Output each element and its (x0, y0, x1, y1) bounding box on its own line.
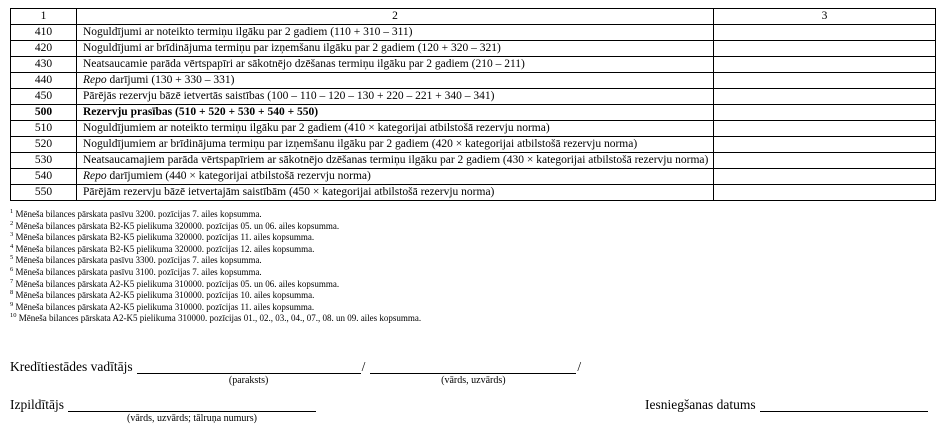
footnote-text: Mēneša bilances pārskata B2-K5 pielikuma 320000. pozīcijas 05. un 06. ailes kopsumma. (15, 220, 340, 231)
footnote-7 (10, 279, 421, 291)
value-cell[interactable] (714, 89, 936, 105)
footnote-1 (10, 209, 421, 221)
manager-name-field (370, 358, 576, 387)
row-description-text: Neatsaucamajiem parāda vērtspapīriem ar sākotnējo dzēšanas termiņu ilgāku par 2 gadiem (430 × kategorijai atbilstošā rezervju norma) (83, 154, 709, 166)
table-row (11, 41, 936, 57)
row-description (77, 153, 714, 169)
separator-slash: / (577, 359, 582, 374)
footnote-4 (10, 244, 421, 256)
row-description (77, 169, 714, 185)
row-description-text: Noguldījumi ar brīdinājuma termiņu par izņemšanu ilgāku par 2 gadiem (120 + 320 – 321) (83, 42, 501, 54)
row-code: 450 (11, 89, 77, 105)
name-hint: (vārds, uzvārds) (441, 375, 506, 386)
footnote-text: Mēneša bilances pārskata pasīvu 3200. pozīcijas 7. ailes kopsumma. (15, 209, 262, 219)
row-description (77, 185, 714, 201)
date-label: Iesniegšanas datums (645, 397, 756, 412)
footnote-6 (10, 267, 421, 279)
row-code: 550 (11, 185, 77, 201)
row-description-text: Pārējās rezervju bāzē ietvertās saistības (100 – 110 – 120 – 130 + 220 – 221 + 340 – 341) (83, 90, 495, 102)
value-cell[interactable] (714, 57, 936, 73)
row-description-italic: Repo (83, 74, 107, 86)
row-description-italic: Repo (83, 170, 107, 182)
row-description-text: Noguldījumi ar noteikto termiņu ilgāku par 2 gadiem (110 + 310 – 311) (83, 26, 413, 38)
row-code: 530 (11, 153, 77, 169)
footnote-number: 1 (10, 208, 14, 215)
table-row (11, 185, 936, 201)
footnote-3 (10, 232, 421, 244)
executor-label: Izpildītājs (10, 397, 64, 412)
manager-name-line[interactable] (370, 358, 576, 374)
table-row (11, 73, 936, 89)
executor-hint: (vārds, uzvārds; tālruņa numurs) (127, 413, 257, 424)
value-cell[interactable] (714, 105, 936, 121)
manager-label: Kredītiestādes vadītājs (10, 359, 133, 374)
row-code: 500 (11, 105, 77, 121)
date-line[interactable] (760, 396, 928, 412)
footnote-number: 5 (10, 254, 14, 262)
footnote-text: Mēneša bilances pārskata A2-K5 pielikuma 310000. pozīcijas 01., 02., 03., 04., 07., 08. un 09. ailes kopsumma. (18, 313, 422, 324)
row-description-text: Noguldījumiem ar brīdinājuma termiņu par izņemšanu ilgāku par 2 gadiem (420 × kategorijai atbilstošā rezervju norma) (83, 138, 638, 150)
footnote-number: 4 (10, 242, 14, 250)
value-cell[interactable] (714, 137, 936, 153)
value-cell[interactable] (714, 185, 936, 201)
reserve-requirements-table (10, 8, 936, 201)
value-cell[interactable] (714, 25, 936, 41)
footnote-text: Mēneša bilances pārskata B2-K5 pielikuma 320000. pozīcijas 12. ailes kopsumma. (15, 243, 315, 254)
row-code: 420 (11, 41, 77, 57)
row-description (77, 25, 714, 41)
row-code: 520 (11, 137, 77, 153)
row-description-text: darījumiem (440 × kategorijai atbilstošā rezervju norma) (109, 170, 371, 182)
row-description-text: darījumi (130 + 330 – 331) (109, 74, 235, 86)
row-description (77, 41, 714, 57)
separator-slash: / (361, 359, 366, 374)
footnote-text: Mēneša bilances pārskata pasīvu 3300. pozīcijas 7. ailes kopsumma. (15, 255, 262, 266)
footnote-5 (10, 255, 421, 267)
manager-signature-row (10, 358, 582, 387)
table-row-total (11, 105, 936, 121)
footnote-number: 3 (10, 231, 14, 239)
footnote-number: 6 (10, 265, 14, 273)
col-header-3: 3 (714, 9, 936, 25)
executor-row (10, 396, 316, 425)
footnote-text: Mēneša bilances pārskata pasīvu 3100. pozīcijas 7. ailes kopsumma. (15, 266, 262, 277)
footnote-number: 7 (10, 277, 14, 285)
manager-signature-line[interactable] (137, 358, 361, 374)
row-description (77, 105, 714, 121)
footnote-number: 2 (10, 219, 14, 227)
footnote-8 (10, 290, 421, 302)
value-cell[interactable] (714, 73, 936, 89)
row-description-text: Rezervju prasības (510 + 520 + 530 + 540 + 550) (83, 106, 319, 118)
table-row (11, 57, 936, 73)
table-row (11, 25, 936, 41)
table-header-row (11, 9, 936, 25)
date-field (760, 396, 928, 412)
footnote-number: 9 (10, 300, 14, 308)
footnote-number: 10 (10, 312, 17, 320)
row-description-text: Noguldījumiem ar noteikto termiņu ilgāku par 2 gadiem (410 × kategorijai atbilstošā rezervju norma) (83, 122, 550, 134)
row-description (77, 57, 714, 73)
manager-signature-field (137, 358, 361, 387)
footnote-text: Mēneša bilances pārskata B2-K5 pielikuma 320000. pozīcijas 11. ailes kopsumma. (15, 232, 315, 243)
row-description (77, 121, 714, 137)
col-header-1: 1 (11, 9, 77, 25)
table-row (11, 121, 936, 137)
submission-date-row (645, 396, 928, 413)
executor-field (68, 396, 316, 425)
footnote-text: Mēneša bilances pārskata A2-K5 pielikuma 310000. pozīcijas 10. ailes kopsumma. (15, 290, 315, 301)
row-description-text: Neatsaucamie parāda vērtspapīri ar sākotnējo dzēšanas termiņu ilgāku par 2 gadiem (210 – 211) (83, 58, 525, 70)
table-row (11, 89, 936, 105)
row-description-text: Pārējām rezervju bāzē ietvertajām saistībām (450 × kategorijai atbilstošā rezervju norma) (83, 186, 495, 198)
row-code: 430 (11, 57, 77, 73)
row-code: 510 (11, 121, 77, 137)
col-header-2: 2 (77, 9, 714, 25)
value-cell[interactable] (714, 121, 936, 137)
footnotes (10, 209, 421, 325)
row-description (77, 73, 714, 89)
footnote-text: Mēneša bilances pārskata A2-K5 pielikuma 310000. pozīcijas 05. un 06. ailes kopsumma. (15, 278, 340, 289)
footnote-9 (10, 302, 421, 314)
footnote-2 (10, 221, 421, 233)
value-cell[interactable] (714, 41, 936, 57)
value-cell[interactable] (714, 169, 936, 185)
row-code: 540 (11, 169, 77, 185)
row-code: 410 (11, 25, 77, 41)
value-cell[interactable] (714, 153, 936, 169)
executor-line[interactable] (68, 396, 316, 412)
table-row (11, 153, 936, 169)
row-code: 440 (11, 73, 77, 89)
row-description (77, 89, 714, 105)
footnote-10 (10, 313, 421, 325)
footnote-text: Mēneša bilances pārskata A2-K5 pielikuma 310000. pozīcijas 11. ailes kopsumma. (15, 301, 315, 312)
paraksts-hint: (paraksts) (228, 375, 269, 386)
table-row (11, 169, 936, 185)
table-row (11, 137, 936, 153)
row-description (77, 137, 714, 153)
footnote-number: 8 (10, 289, 14, 297)
